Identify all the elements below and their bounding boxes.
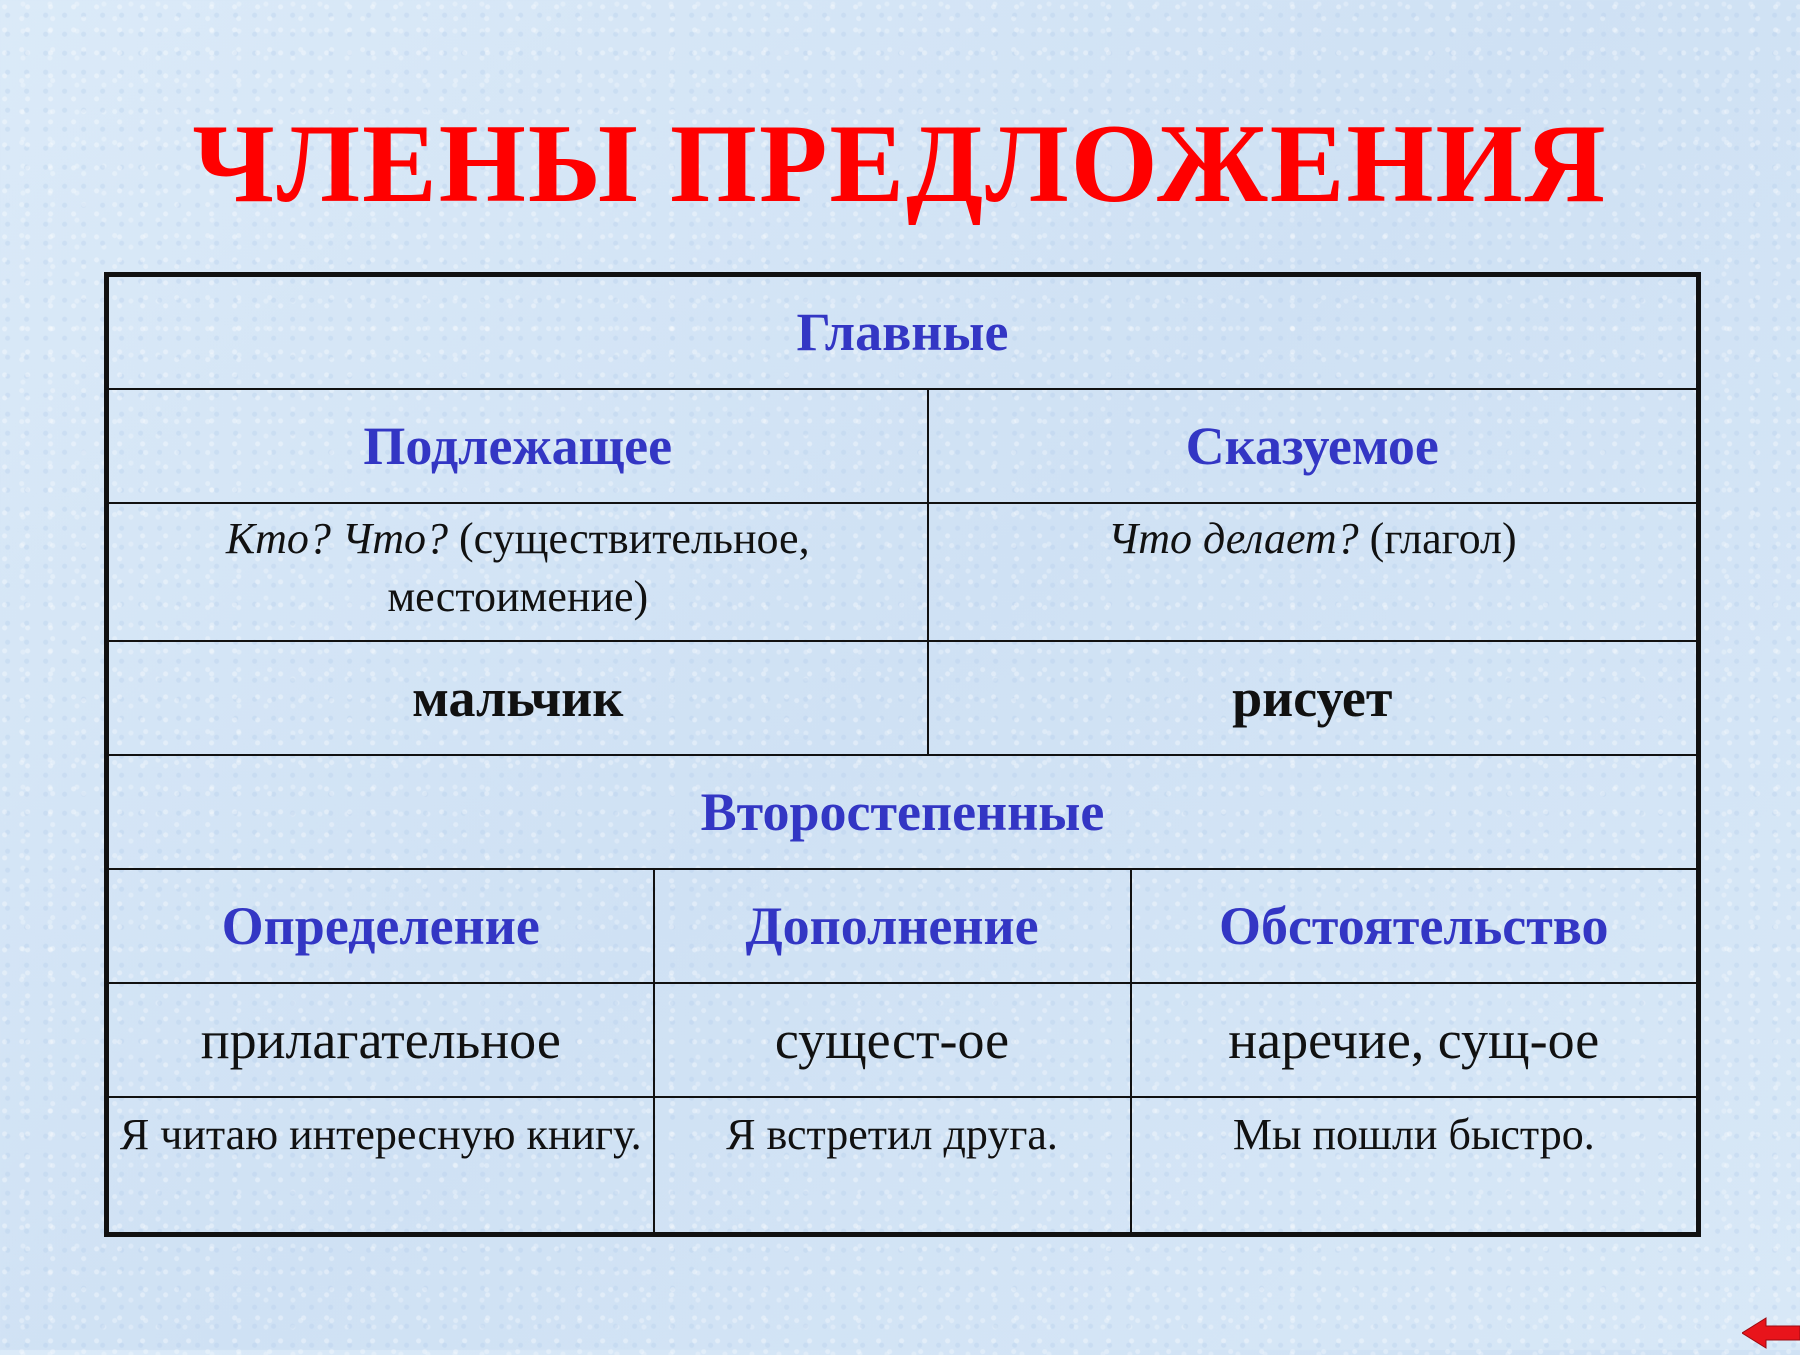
subject-question: Кто? Что? [225, 513, 448, 563]
predicate-part-of-speech: (глагол) [1369, 513, 1517, 563]
sentence-members-table [104, 272, 1701, 1237]
object-example-sentence: Я встретил друга. [654, 1097, 1131, 1235]
back-arrow-icon[interactable] [1742, 1316, 1800, 1350]
object-part-of-speech: сущест-ое [654, 983, 1131, 1097]
object-label: Дополнение [654, 869, 1131, 983]
subject-example: мальчик [107, 641, 928, 755]
attribute-part-of-speech: прилагательное [107, 983, 654, 1097]
main-members-labels-row [107, 389, 1699, 503]
subject-part-of-speech: (существительное, местоимение) [387, 513, 810, 621]
subject-label: Подлежащее [107, 389, 928, 503]
back-arrow-shape [1742, 1316, 1800, 1350]
main-members-examples-row [107, 641, 1699, 755]
adverbial-example-sentence: Мы пошли быстро. [1131, 1097, 1699, 1235]
secondary-members-header-row [107, 755, 1699, 869]
predicate-question: Что делает? [1107, 513, 1359, 563]
main-members-questions-row [107, 503, 1699, 641]
main-members-header: Главные [107, 275, 1699, 389]
attribute-label: Определение [107, 869, 654, 983]
secondary-members-examples-row [107, 1097, 1699, 1235]
secondary-members-header: Второстепенные [107, 755, 1699, 869]
secondary-members-labels-row [107, 869, 1699, 983]
slide-title: ЧЛЕНЫ ПРЕДЛОЖЕНИЯ [192, 102, 1608, 226]
adverbial-part-of-speech: наречие, сущ-ое [1131, 983, 1699, 1097]
secondary-members-pos-row [107, 983, 1699, 1097]
subject-question-cell [107, 503, 928, 641]
adverbial-label: Обстоятельство [1131, 869, 1699, 983]
predicate-label: Сказуемое [928, 389, 1699, 503]
predicate-question-cell [928, 503, 1699, 641]
attribute-example-sentence: Я читаю интересную книгу. [107, 1097, 654, 1235]
main-members-header-row [107, 275, 1699, 389]
predicate-example: рисует [928, 641, 1699, 755]
